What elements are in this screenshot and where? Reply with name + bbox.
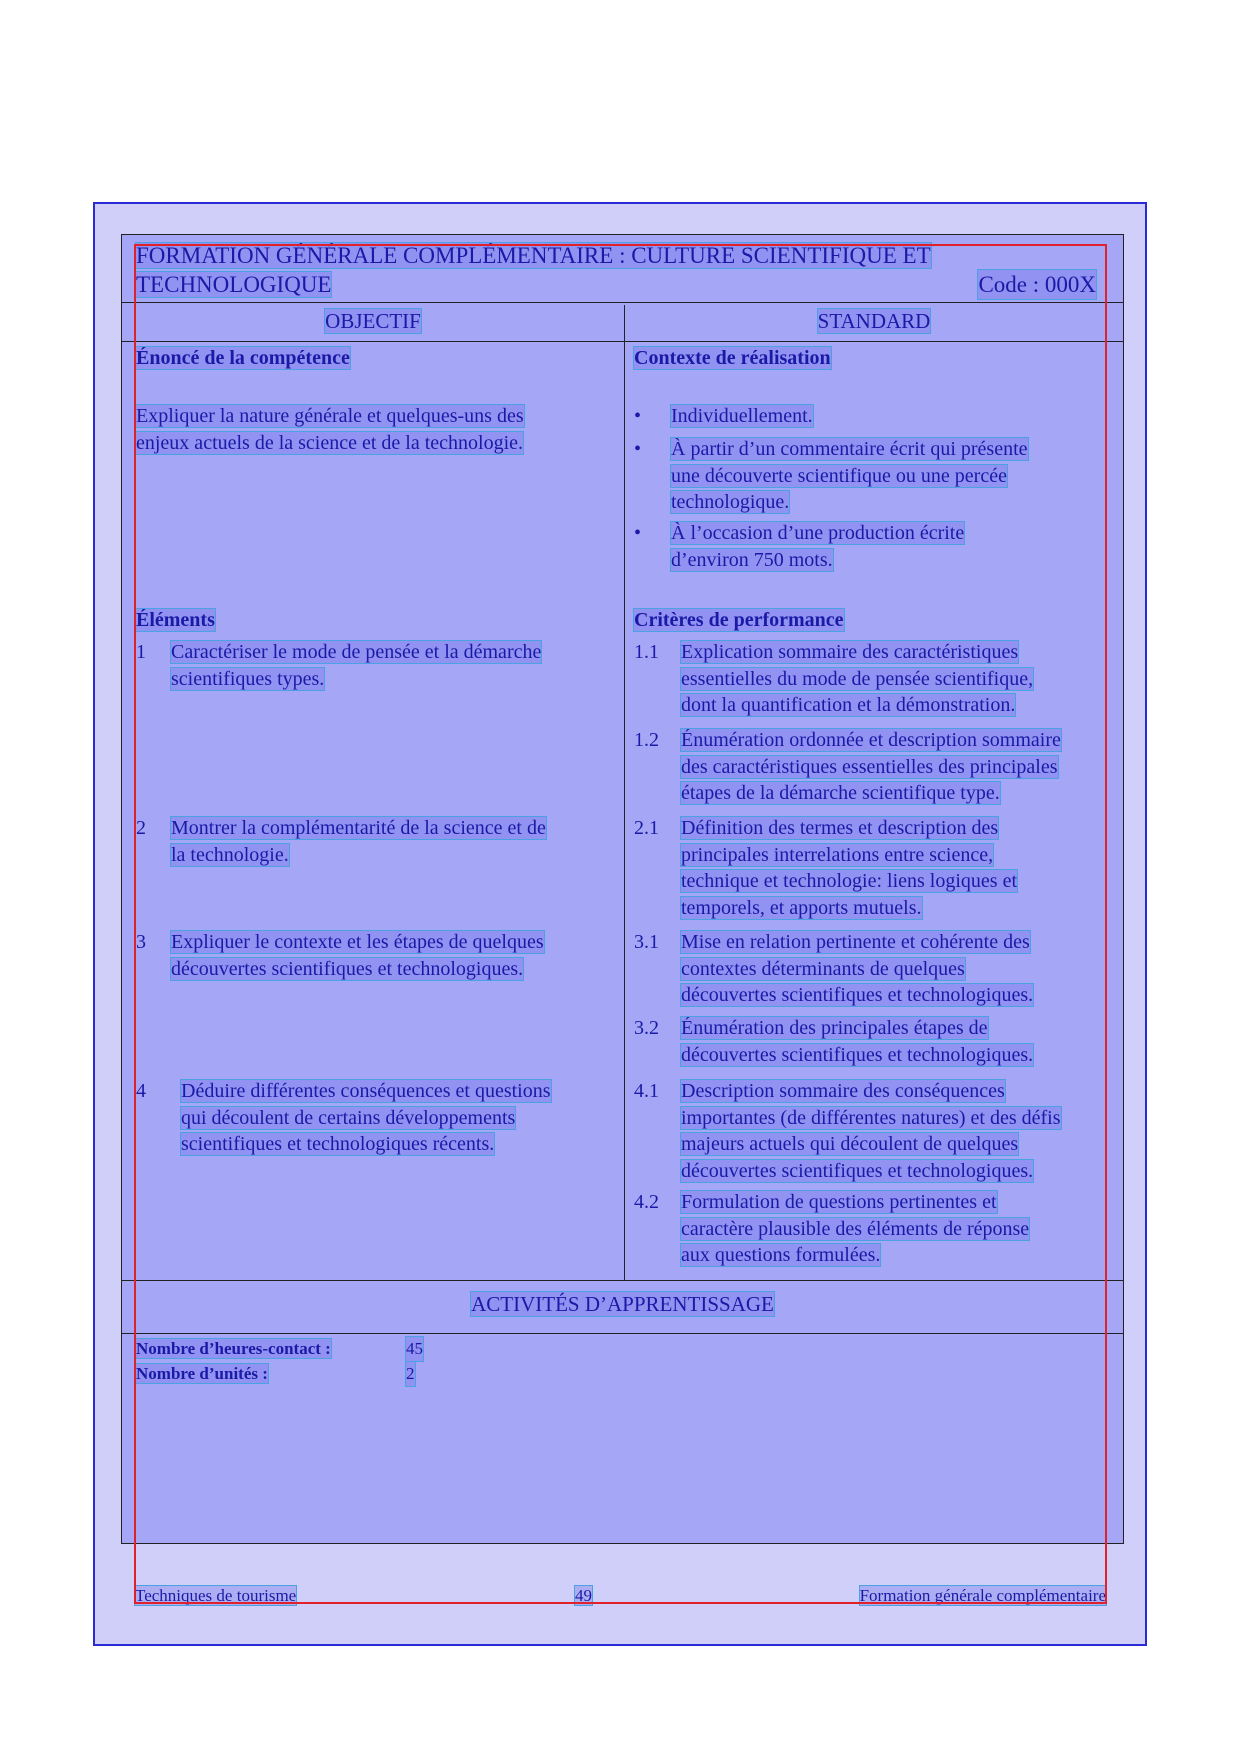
divider bbox=[122, 302, 1123, 303]
column-header-standard: STANDARD bbox=[817, 309, 931, 333]
column-header-objectif: OBJECTIF bbox=[325, 309, 421, 333]
page-number: 49 bbox=[575, 1586, 592, 1605]
heures-contact: Nombre d’heures-contact : 45 bbox=[136, 1337, 436, 1361]
course-code: Code : 000X bbox=[978, 272, 1096, 297]
enonce-heading: Énoncé de la compétence bbox=[136, 347, 350, 369]
criteres-heading: Critères de performance bbox=[634, 609, 844, 631]
bullet-icon: • bbox=[634, 522, 642, 544]
column-divider bbox=[624, 305, 625, 1280]
title-line-2: TECHNOLOGIQUE bbox=[136, 272, 332, 297]
divider bbox=[122, 1333, 1123, 1334]
competency-sheet: FORMATION GÉNÉRALE COMPLÉMENTAIRE : CULTURE SCIENTIFIQUE ET TECHNOLOGIQUE Code : 000X OBJECTIF STANDARD Énoncé de la compétence Expliquer la nature générale et quelques-uns des enjeux actuels de la science et de la technologie. Contexte de réalisation • Individuellement. • À partir d’un commentaire écrit qui présente une découverte scientifique ou une percée technologique. • À l’occasion d’une production écrite d’environ 750 mots. Éléments 1 Caractériser le mode de pensée et la démarche scientifiques types. 2 Montrer la complémentarité de la science et de la technologie. 3 Expliquer le contexte et les étapes de quelques découvertes scientifiques et technologiques. 4 Déduire différentes conséquences et questions qui découlent de certains développements scientifiques et technologiques récents. Critères de performance 1.1 Explication sommaire des caractéristiques essentielles du mode de pensée scientifique, dont la quantification et la démonstration. 1.2 Énumération ordonnée et description sommaire des caractéristiques essentielles des principales étapes de la démarche scientifique type. 2.1 Définition des termes et description des principales interrelations entre science, technique et technologie: liens logiques et temporels, et apports mutuels. 3.1 Mise en relation pertinente et cohérente des contextes déterminants de quelques découvertes scientifiques et technologiques. 3.2 Énumération des principales étapes de découvertes scientifiques et technologiques. 4.1 Description sommaire des conséquences importantes (de différentes natures) et des défis majeurs actuels qui découlent de quelques découvertes scientifiques et technologiques. 4.2 Formulation de questions pertinentes et caractère plausible des éléments de réponse aux questions formulées. ACTIVITÉS D’APPRENTISSAGE Nombre d’heures-contact : 45 Nombre d’unités : 2 bbox=[121, 234, 1124, 1544]
title-line-1: FORMATION GÉNÉRALE COMPLÉMENTAIRE : CULTURE SCIENTIFIQUE ET bbox=[136, 243, 931, 268]
nombre-unites: Nombre d’unités : 2 bbox=[136, 1362, 436, 1386]
footer-left: Techniques de tourisme bbox=[135, 1586, 297, 1605]
enonce-text: Expliquer la nature générale et quelques-uns des enjeux actuels de la science et de la technologie. bbox=[136, 405, 524, 454]
contexte-heading: Contexte de réalisation bbox=[634, 347, 831, 369]
divider bbox=[122, 1280, 1123, 1281]
footer-right: Formation générale complémentaire bbox=[859, 1586, 1106, 1605]
bullet-icon: • bbox=[634, 438, 642, 460]
bullet-icon: • bbox=[634, 405, 642, 427]
divider bbox=[122, 341, 1123, 342]
activites-heading: ACTIVITÉS D’APPRENTISSAGE bbox=[471, 1292, 774, 1316]
elements-heading: Éléments bbox=[136, 609, 215, 631]
document-title bbox=[136, 241, 1096, 299]
